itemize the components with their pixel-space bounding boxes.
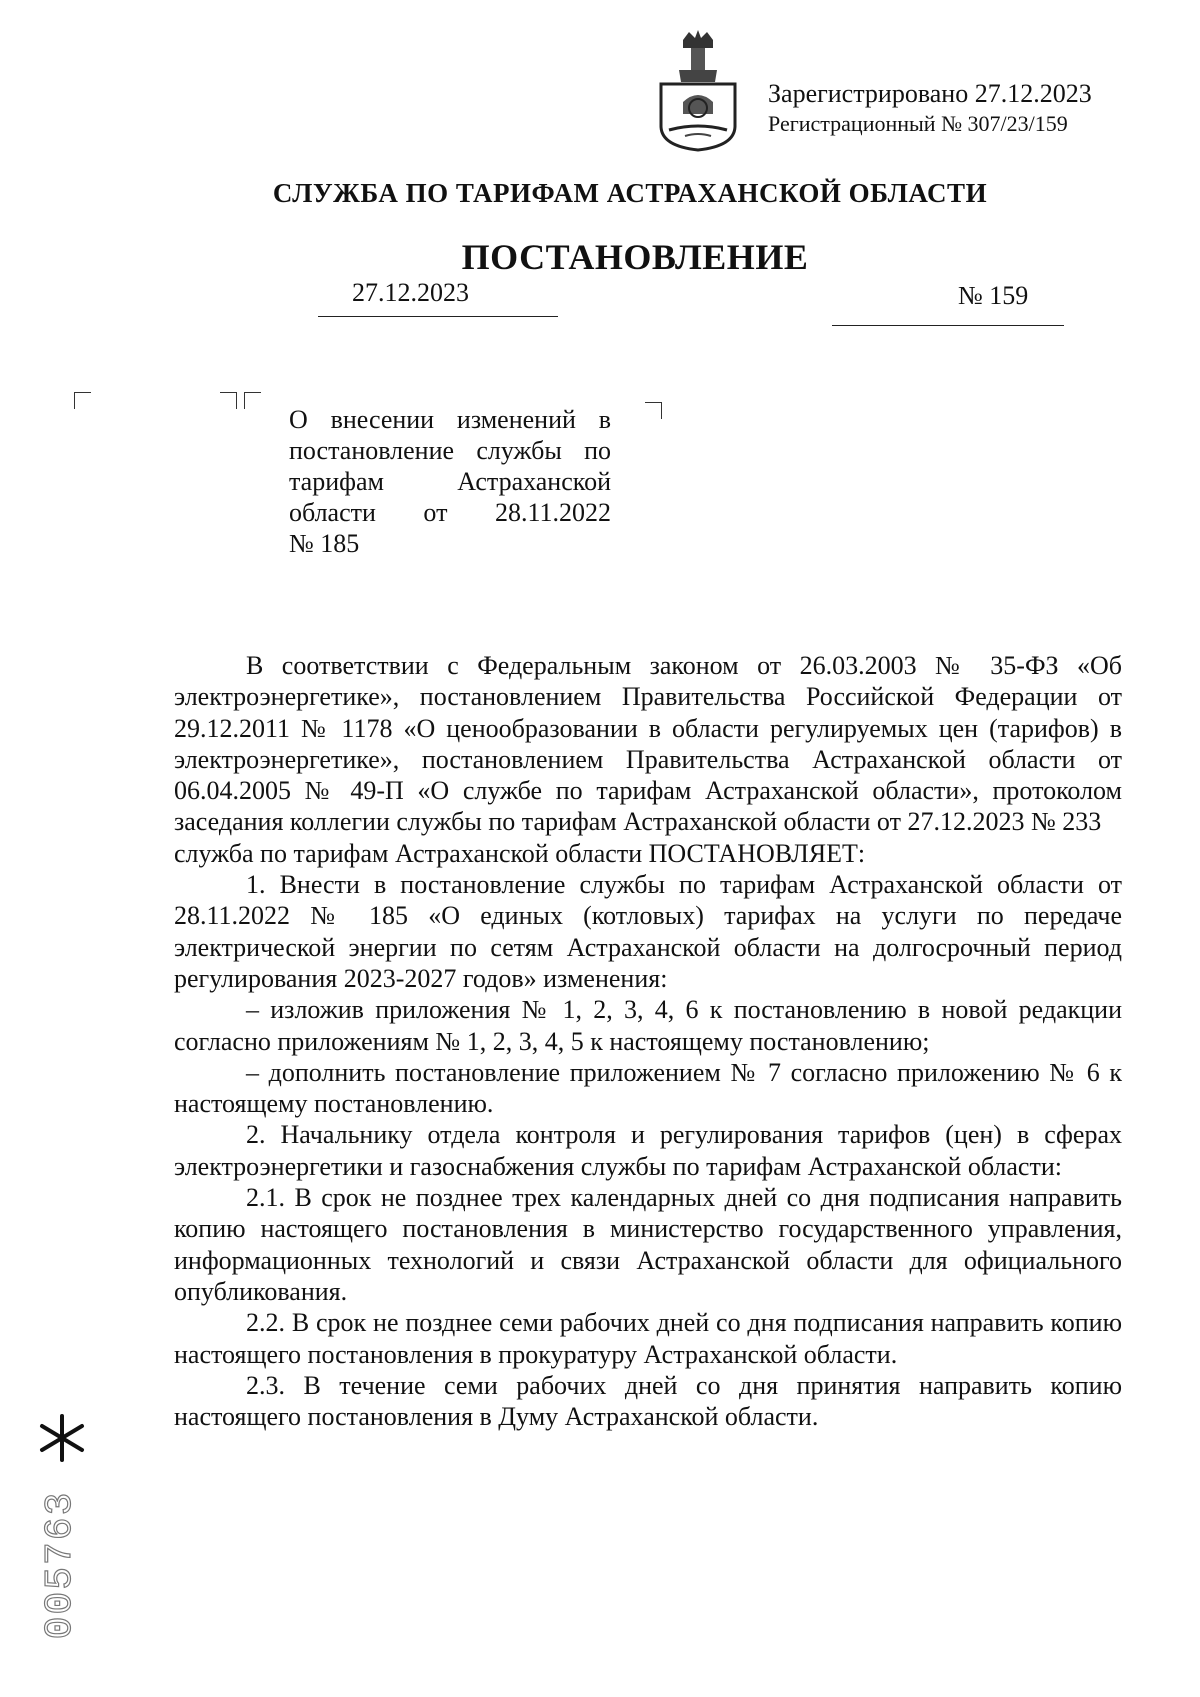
document-number: № 159 xyxy=(958,281,1029,310)
bracket-inner-left xyxy=(244,392,261,409)
paragraph-2-3: 2.3. В течение семи рабочих дней со дня принятия направить копию настоящего постановления в Думу Астраханской области. xyxy=(174,1370,1122,1432)
registration-number: Регистрационный № 307/23/159 xyxy=(768,111,1068,136)
agency-name: СЛУЖБА ПО ТАРИФАМ АСТРАХАНСКОЙ ОБЛАСТИ xyxy=(272,178,988,208)
paragraph-2-1: 2.1. В срок не позднее трех календарных дней со дня подписания направить копию настоящего постановления в министерство государственного управления, информационных технологий и связи Астраханской области для официального опубликования. xyxy=(174,1183,1122,1306)
date-underline xyxy=(318,316,558,317)
coat-of-arms-emblem xyxy=(655,30,741,152)
subject-line: О внесении изменений в xyxy=(289,405,611,434)
paragraph-1b: – дополнить постановление приложением № 7 согласно приложению № 6 к настоящему постановлению. xyxy=(174,1057,1122,1119)
document-type: ПОСТАНОВЛЕНИЕ xyxy=(461,237,809,277)
registration-block xyxy=(768,78,1148,138)
subject-line: тарифам Астраханской xyxy=(289,467,611,496)
paragraph-1: 1. Внести в постановление службы по тарифам Астраханской области от 28.11.2022 № 185 «О единых (котловых) тарифах на услуги по передаче электрической энергии по сетям Астраханской области на долгосрочный период регулирования 2023-2027 годов» изменения: xyxy=(174,870,1122,993)
subject-line: № 185 xyxy=(289,529,360,558)
asterisk-mark-icon xyxy=(34,1410,90,1466)
document-date: 27.12.2023 xyxy=(352,278,469,307)
bracket-outer-right xyxy=(645,402,662,419)
preamble-paragraph: В соответствии с Федеральным законом от 26.03.2003 № 35-ФЗ «Об электроэнергетике», постановлением Правительства Российской Федерации от 29.12.2011 № 1178 «О ценообразовании в области регулируемых цен (тарифов) в электроэнергетике», постановлением Правительства Астраханской области от 06.04.2005 № 49-П «О службе по тарифам Астраханской области», протоколом заседания коллегии службы по тарифам Астраханской области от 27.12.2023 № 233 xyxy=(174,651,1122,837)
paragraph-1a: – изложив приложения № 1, 2, 3, 4, 6 к постановлению в новой редакции согласно приложениям № 1, 2, 3, 4, 5 к настоящему постановлению; xyxy=(174,995,1122,1056)
stamp-code-text: 005763 xyxy=(39,1490,82,1640)
subject-line: области от 28.11.2022 xyxy=(289,498,611,527)
margin-stamp-code xyxy=(28,1460,88,1670)
bracket-outer-left xyxy=(74,392,91,409)
paragraph-2: 2. Начальнику отдела контроля и регулирования тарифов (цен) в сферах электроэнергетики и газоснабжения службы по тарифам Астраханской области: xyxy=(174,1120,1122,1181)
paragraph-2-2: 2.2. В срок не позднее семи рабочих дней со дня подписания направить копию настоящего постановления в прокуратуру Астраханской области. xyxy=(174,1308,1122,1369)
document-body xyxy=(174,650,1122,1432)
document-subject xyxy=(289,404,611,559)
subject-line: постановление службы по xyxy=(289,436,611,465)
bracket-inner-right xyxy=(220,392,237,409)
resolution-statement: служба по тарифам Астраханской области ПОСТАНОВЛЯЕТ: xyxy=(174,838,866,868)
registration-date: Зарегистрировано 27.12.2023 xyxy=(768,79,1092,108)
number-underline xyxy=(832,325,1064,326)
